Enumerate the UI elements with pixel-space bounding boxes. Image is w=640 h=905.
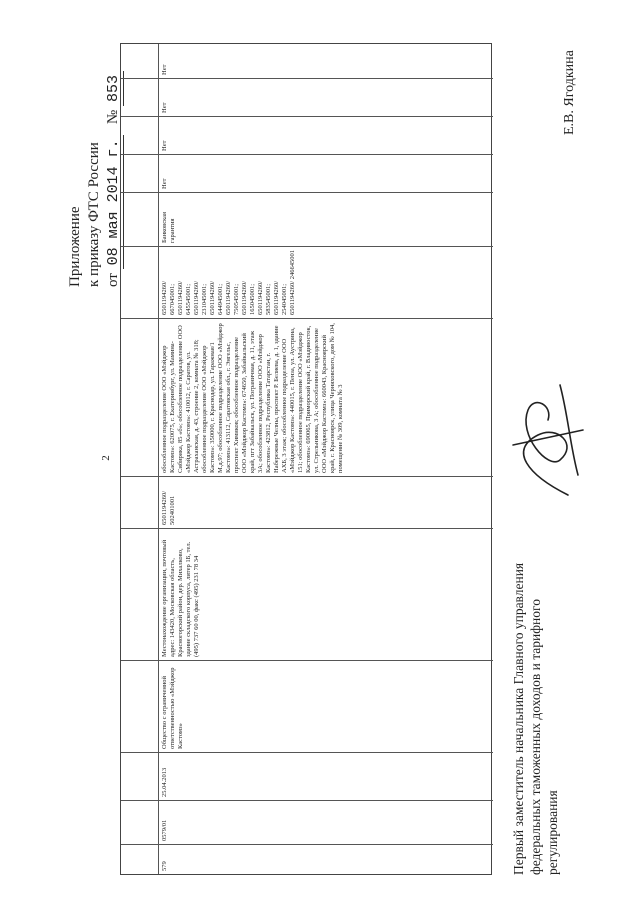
appendix-title: Приложение <box>67 206 83 287</box>
handwritten-signature <box>498 375 594 505</box>
order-date: 08 мая 2014 г. <box>104 135 124 269</box>
cell-branch-kpp: 6501194260/ 667045001; 6501194260/ 645545001; 6501194260/ 231045001; 6501194260/ 644945001; 6501194260/ 750545001; 6501194260/ 165045001; 6501194260/ 583545001; 6501194260/ 254045001; 6501194260/ 246645001 <box>159 246 493 318</box>
cell-flag-b: Нет <box>159 116 493 154</box>
appendix-order-ref: к приказу ФТС России <box>86 142 102 287</box>
table-header-row <box>121 44 159 874</box>
cell-inn-kpp: 6501194260/ 502401001 <box>159 476 493 528</box>
appendix-date-line: от 08 мая 2014 г. № 853 <box>104 27 124 287</box>
cell-organization: Общество с ограниченной ответственностью «Мэйджор Кастомз» <box>159 660 493 752</box>
cell-flag-c: Нет <box>159 78 493 116</box>
cell-address: Местонахождение организации, почтовый адрес: 143420, Московская область, Красногорский район, дер. Михалково, здание складского корпуса, литер 1Б, тел. (495) 737 60 00, факс (495) 231 78 34 <box>159 528 493 660</box>
cell-guarantee: Банковская гарантия <box>159 192 493 246</box>
order-number: 853 <box>104 71 124 106</box>
cell-date: 25.04.2013 <box>159 752 493 800</box>
page-number: 2 <box>100 455 112 461</box>
table-row <box>159 44 493 874</box>
registry-table <box>120 43 492 875</box>
cell-branches: обособленное подразделение ООО «Мэйджор Кастомз»: 620075, г. Екатеринбург, ул. Мамина-Сибиряка, 85 «б»; обособленное подразделение ООО «Мэйджор Кастомз»: 410012, г. Саратов, ул. Астраханская, д. 43, строение 2, комната № 318; обособленное подразделение ООО «Мэйджор Кастомз»: 350000, г. Краснодар, ул. Гаражная/1 М.д.97; обособленное подразделение ООО «Мэйджор Кастомз»: 413112, Саратовская обл., г. Энгельс, проспект Химиков; обособленное подразделение ООО «Мэйджор Кастомз»: 674650, Забайкальский край, пгт Забайкальск, ул. Пограничная, д. 11, этаж 3А; обособленное подразделение ООО «Мэйджор Кастомз»: 423812, Республика Татарстан, г. Набережные Челны, проспект Р. Беляева, д. 1, здание АХБ, 3 этаж; обособленное подразделение ООО «Мэйджор Кастомз»: 440015, г. Пенза, ул. Аустрина, 151; обособленное подразделение ООО «Мэйджор Кастомз»: 690065, Приморский край, г. Владивосток, ул. Стрельникова, 3 А; обособленное подразделение ООО «Мэйджор Кастомз»: 660043, Красноярский край, г. Красноярск, улица Черняховского, дом № 104, помещение № 309, комната № 3 <box>159 318 493 476</box>
signer-name: Е.В. Ягодкина <box>562 50 577 135</box>
signer-title: Первый заместитель начальника Главного управления федеральных таможенных доходов и тарифного регулирования <box>511 562 560 875</box>
appendix-header <box>66 27 124 287</box>
cell-flag-a: Нет <box>159 154 493 192</box>
cell-number: 579 <box>159 844 493 874</box>
cell-flag-d: Нет <box>161 64 168 75</box>
cell-code: 0579/01 <box>159 800 493 844</box>
